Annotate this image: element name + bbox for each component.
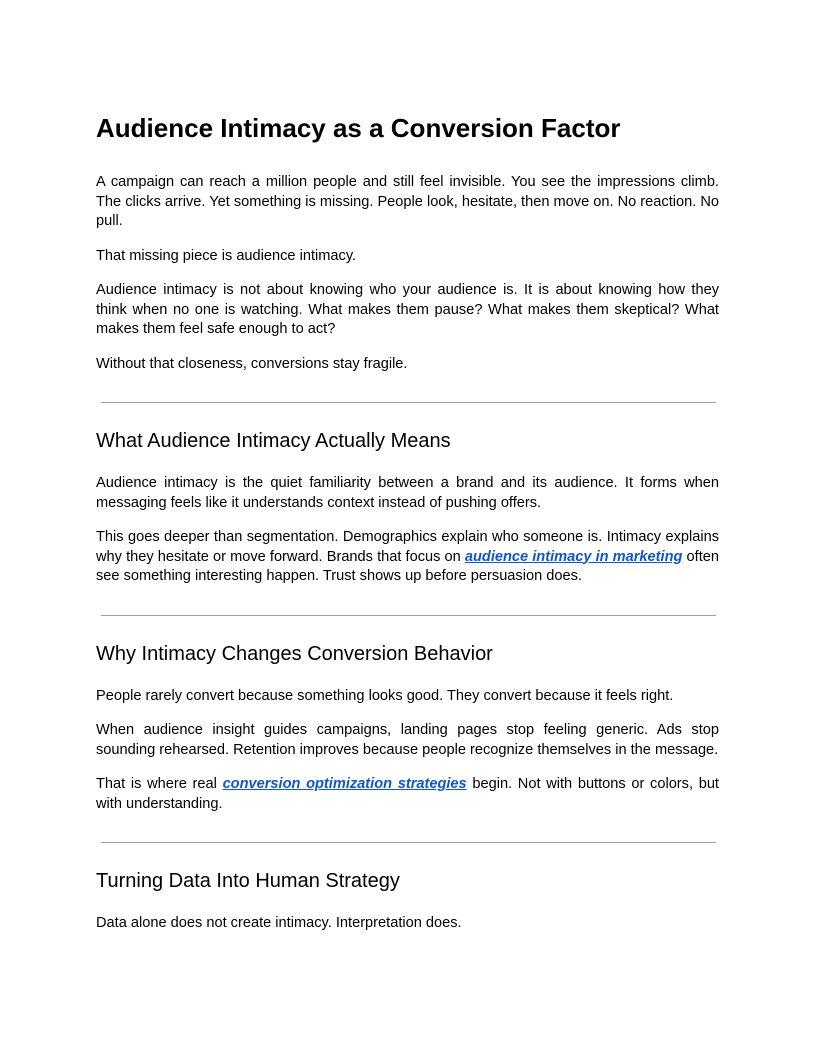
conversion-optimization-strategies-link[interactable]: conversion optimization strategies: [222, 776, 467, 792]
intro-paragraph-2: That missing piece is audience intimacy.: [96, 247, 357, 264]
section-heading-what-audience-intimacy-means: What Audience Intimacy Actually Means: [96, 430, 451, 452]
document-page: [96, 112, 719, 934]
section3-paragraph-1: Data alone does not create intimacy. Interpretation does.: [96, 915, 462, 931]
section2-paragraph-2: When audience insight guides campaigns, landing pages stop feeling generic. Ads stop sounding rehearsed. Retention improves because people recognize themselves in the message.: [96, 722, 719, 758]
section2-paragraph-3-text-after: begin. Not with buttons or colors, but with understanding.: [96, 776, 719, 812]
intro-paragraph-1: A campaign can reach a million people and still feel invisible. You see the impressions climb. The clicks arrive. Yet something is missing. People look, hesitate, then move on. No reaction. No pull.: [96, 174, 719, 229]
section1-paragraph-2-text-before: This goes deeper than segmentation. Demographics explain who someone is. Intimacy explains why they hesitate or move forward. Brands that focus on: [96, 529, 719, 565]
section-divider-3: [101, 842, 716, 843]
section2-paragraph-3-text-before: That is where real: [96, 776, 223, 792]
section2-paragraph-3: [96, 775, 719, 814]
section2-paragraph-1: People rarely convert because something looks good. They convert because it feels right.: [96, 687, 674, 704]
intro-paragraph-3: Audience intimacy is not about knowing who your audience is. It is about knowing how they think when no one is watching. What makes them pause? What makes them skeptical? What makes them feel safe enough to act?: [96, 282, 719, 337]
section1-paragraph-1: Audience intimacy is the quiet familiarity between a brand and its audience. It forms when messaging feels like it understands context instead of pushing offers.: [96, 475, 719, 511]
section-divider-1: [101, 402, 716, 403]
section1-paragraph-2: [96, 528, 719, 587]
intro-paragraph-4: Without that closeness, conversions stay fragile.: [96, 355, 408, 372]
section-heading-why-intimacy-changes-conversion: Why Intimacy Changes Conversion Behavior: [96, 642, 493, 665]
section-divider-2: [101, 615, 716, 616]
section-heading-turning-data-into-strategy: Turning Data Into Human Strategy: [96, 870, 400, 892]
section1-paragraph-2-text-after: often see something interesting happen. Trust shows up before persuasion does.: [96, 548, 719, 584]
document-title: Audience Intimacy as a Conversion Factor: [96, 113, 621, 143]
audience-intimacy-in-marketing-link[interactable]: audience intimacy in marketing: [464, 548, 683, 565]
